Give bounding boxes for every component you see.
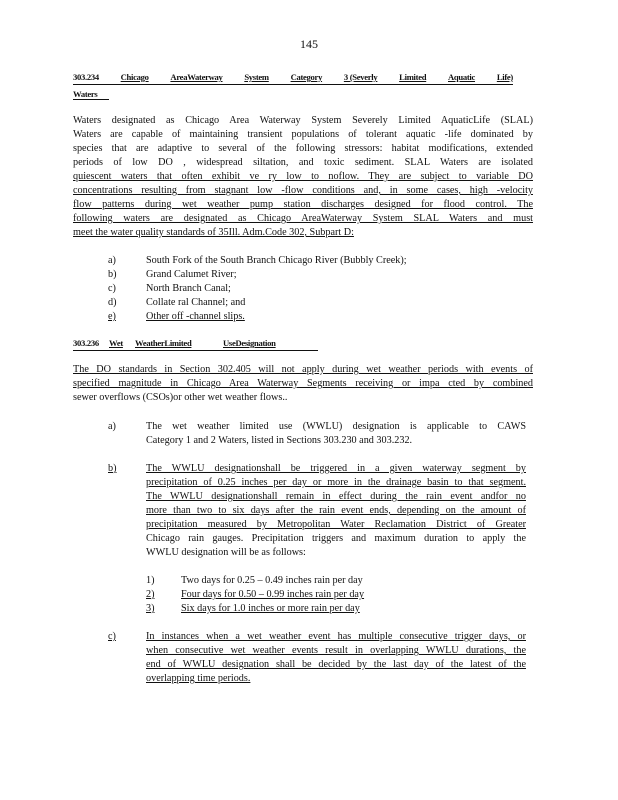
para-line-amended: when consecutive wet weather events result in overlapping WWLU durations, the [146, 645, 526, 656]
section-236-heading [73, 338, 323, 348]
para-c [146, 630, 526, 686]
body-line-amended: following waters are designated as Chicago AreaWaterway System SLAL Waters and must [73, 213, 533, 224]
para-line-amended: more than two to six days after the rain event ends, depending on the amount of [146, 505, 526, 516]
heading-word: 303.236 [73, 338, 99, 348]
heading-word: Wet [109, 338, 123, 348]
heading-word: Chicago [120, 72, 149, 82]
body-line-amended: The DO standards in Section 302.405 will not apply during wet weather periods with events of [73, 364, 533, 375]
body-line: sewer overflows (CSOs)or other wet weather flows.. [73, 392, 288, 403]
para-label: c) [108, 631, 116, 642]
para-line: Category 1 and 2 Waters, listed in Sections 303.230 and 303.232. [146, 435, 413, 446]
heading-word: Category [290, 72, 323, 82]
list-label: c) [108, 283, 116, 294]
subitem-label: 2) [146, 589, 155, 600]
heading-word: System [244, 72, 269, 82]
list-item: North Branch Canal; [146, 283, 231, 294]
list-label: e) [108, 311, 116, 322]
body-line: periods of low DO , widespread siltation, and toxic sediment. SLAL Waters are isolated [73, 157, 533, 168]
para-line-amended: end of WWLU designation shall be decided by the last day of the latest of the [146, 659, 526, 670]
list-label: b) [108, 269, 117, 280]
heading-word: AreaWaterway [170, 72, 223, 82]
para-line: WWLU designation will be as follows: [146, 547, 306, 558]
list-item: South Fork of the South Branch Chicago River (Bubbly Creek); [146, 255, 407, 266]
list-item: Collate ral Channel; and [146, 297, 246, 308]
body-line-amended: quiescent waters that often exhibit ve ry low to noflow. They are subject to variable DO [73, 171, 533, 182]
para-line-amended: precipitation of 0.25 inches per day or more in the drainage basin to that segment. [146, 477, 526, 488]
heading-word: WeatherLimited [135, 338, 192, 348]
list-label: a) [108, 255, 116, 266]
body-line: Waters designated as Chicago Area Waterway System Severely Limited AquaticLife (SLAL) [73, 115, 533, 126]
para-line-amended: overlapping time periods. [146, 673, 251, 684]
body-line-amended: meet the water quality standards of 35Ill. Adm.Code 302, Subpart D: [73, 227, 354, 238]
list-item: Grand Calumet River; [146, 269, 237, 280]
subitem-label: 3) [146, 603, 155, 614]
para-line: The wet weather limited use (WWLU) designation is applicable to CAWS [146, 421, 526, 432]
heading-rule [73, 99, 109, 100]
list-item: Other off -channel slips. [146, 311, 245, 322]
para-a [146, 420, 526, 448]
subitem: Two days for 0.25 – 0.49 inches rain per day [181, 575, 363, 586]
heading-word: Limited [399, 72, 427, 82]
para-line-amended: In instances when a wet weather event has multiple consecutive trigger days, or [146, 631, 526, 642]
para-b [146, 462, 526, 560]
para-label: a) [108, 421, 116, 432]
heading-word: Life) [496, 72, 513, 82]
subitem: Four days for 0.50 – 0.99 inches rain per day [181, 589, 365, 600]
page-number: 145 [300, 37, 318, 51]
heading-word: UseDesignation [223, 338, 276, 348]
subitem: Six days for 1.0 inches or more rain per day [181, 603, 360, 614]
heading-word: Aquatic [448, 72, 476, 82]
para-label: b) [108, 463, 117, 474]
para-line-amended: The WWLU designationshall be triggered in a given waterway segment by [146, 463, 526, 474]
body-line-amended: flow patterns during wet weather pump station discharges designed for flood control. The [73, 199, 533, 210]
heading-word: 3 (Severly [343, 72, 378, 82]
list-label: d) [108, 297, 117, 308]
para-line: Chicago rain gauges. Precipitation triggers and maximum duration to apply the [146, 533, 526, 544]
para-line-amended: precipitation measured by Metropolitan Water Reclamation District of Greater [146, 519, 526, 530]
body-line: species that are adaptive to several of the following stressors: habitat modifications, extended [73, 143, 533, 154]
body-line: Waters are capable of maintaining transient populations of tolerant aquatic -life dominated by [73, 129, 533, 140]
heading-rule [73, 84, 513, 85]
body-line-amended: concentrations resulting from stagnant low -flow conditions and, in some cases, high -velocity [73, 185, 533, 196]
section-234-heading [73, 72, 513, 82]
heading-rule [73, 350, 318, 351]
section-234-heading-cont: Waters [73, 89, 98, 99]
heading-word: 303.234 [73, 72, 99, 82]
body-line-amended: specified magnitude in Chicago Area Waterway Segments receiving or impa cted by combined [73, 378, 533, 389]
subitem-label: 1) [146, 575, 155, 586]
para-line-amended: The WWLU designationshall remain in effect during the rain event andfor no [146, 491, 526, 502]
